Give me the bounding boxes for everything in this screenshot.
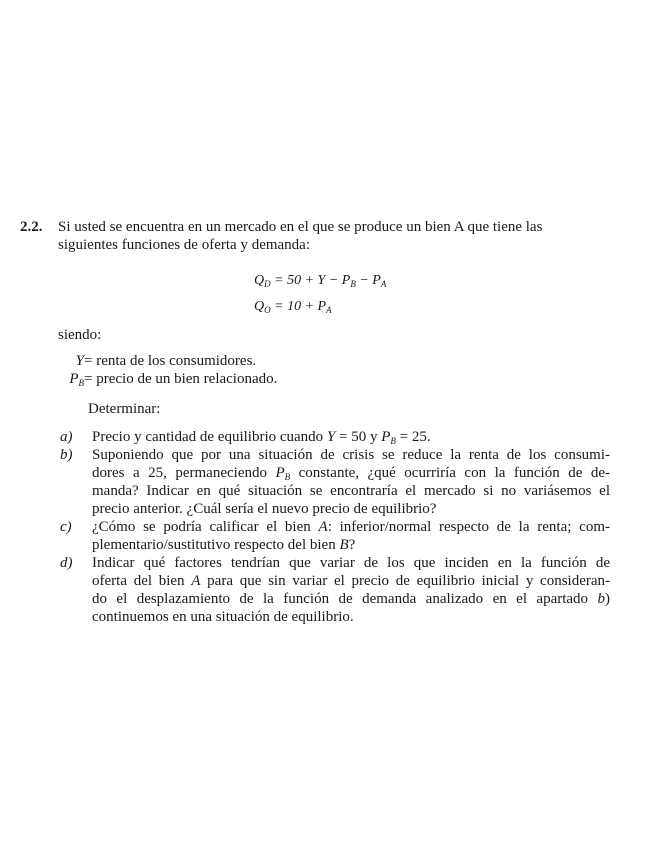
- item-text: [92, 518, 610, 554]
- item-line: oferta del bien A para que sin variar el precio de equilibrio inicial y consideran-: [92, 573, 611, 589]
- problem-header: [20, 218, 620, 254]
- item-line: plementario/sustitutivo respecto del bien B?: [92, 537, 356, 553]
- problem-number: 2.2.: [20, 219, 43, 235]
- question-item-d: [60, 554, 620, 626]
- siendo-label: siendo:: [58, 327, 102, 343]
- question-item-a: [60, 428, 620, 446]
- item-line: Indicar qué factores tendrían que variar de los que inciden en la función de: [92, 555, 610, 571]
- statement-line: siguientes funciones de oferta y demanda:: [58, 237, 310, 253]
- item-label: b): [60, 447, 73, 463]
- item-line: Precio y cantidad de equilibrio cuando Y = 50 y $P_B = 25$.: [92, 429, 431, 446]
- statement-line: Si usted se encuentra en un mercado en el que se produce un bien A que tiene las: [58, 219, 543, 235]
- item-line: Suponiendo que por una situación de crisis se reduce la renta de los consumi-: [92, 447, 610, 463]
- problem-2-2: [20, 218, 620, 626]
- definition-related-price: [60, 370, 620, 388]
- item-line: precio anterior. ¿Cuál sería el nuevo precio de equilibrio?: [92, 501, 437, 517]
- equations: [254, 268, 620, 320]
- problem-statement: [58, 218, 618, 254]
- item-line: manda? Indicar en qué situación se encontraría el mercado si no variásemos el: [92, 483, 610, 499]
- definition-text: = precio de un bien relacionado.: [84, 371, 278, 387]
- demand-equation: $Q_D = 50 + Y - P_B - P_A$: [254, 273, 387, 289]
- item-text: [92, 554, 610, 626]
- supply-equation: $Q_O = 10 + P_A$: [254, 299, 332, 315]
- definitions: [60, 352, 620, 388]
- item-line: dores a 25, permaneciendo $P_B$ constante, ¿qué ocurriría con la función de de-: [92, 465, 610, 482]
- definition-symbol: $P_B$: [69, 371, 84, 388]
- item-line: ¿Cómo se podría calificar el bien A: inferior/normal respecto de la renta; com-: [92, 519, 610, 535]
- item-line: continuemos en una situación de equilibrio.: [92, 609, 354, 625]
- question-item-b: [60, 446, 620, 518]
- item-text: [92, 446, 610, 518]
- question-item-c: [60, 518, 620, 554]
- definition-symbol: Y: [75, 353, 84, 369]
- item-label: d): [60, 555, 73, 571]
- item-label: a): [60, 429, 73, 445]
- definition-text: = renta de los consumidores.: [84, 353, 257, 369]
- item-label: c): [60, 519, 72, 535]
- item-text: [92, 428, 610, 446]
- question-items: [60, 428, 620, 626]
- item-line: do el desplazamiento de la función de demanda analizado en el apartado b): [92, 591, 610, 607]
- determinar-label: Determinar:: [88, 401, 161, 417]
- definition-income: [60, 352, 620, 370]
